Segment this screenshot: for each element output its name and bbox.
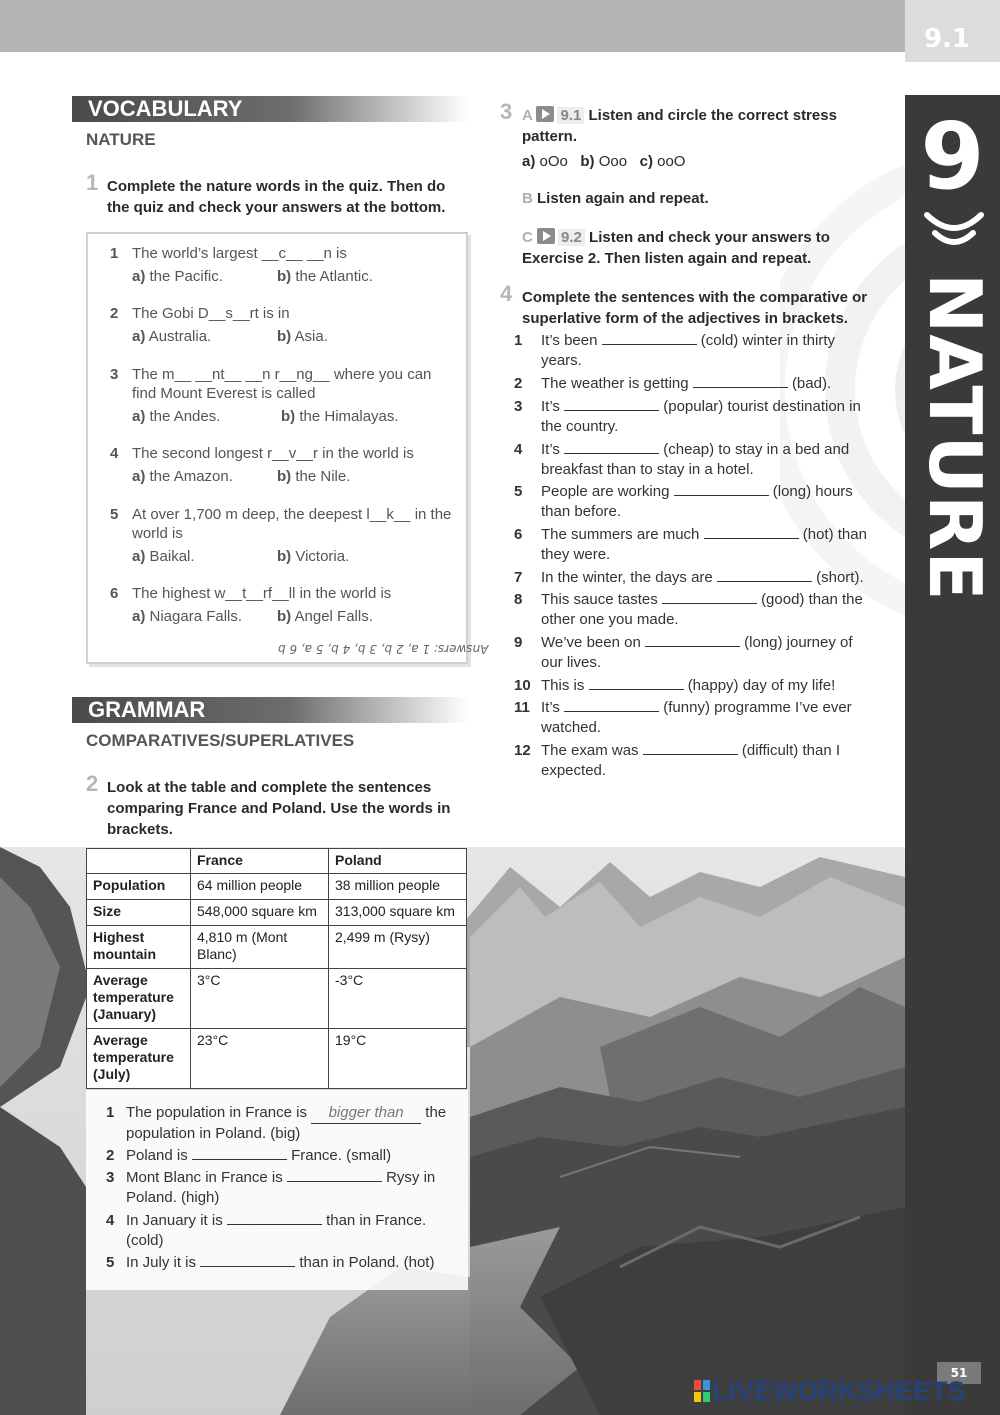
- audio-play-icon[interactable]: [537, 228, 555, 244]
- table-header-cell: [87, 849, 191, 874]
- answer-blank[interactable]: [227, 1211, 322, 1225]
- answer-blank[interactable]: [693, 374, 788, 388]
- audio-track-9-1[interactable]: 9.1: [557, 107, 584, 124]
- exercise-2-item: 4 In January it is than in France. (cold): [106, 1212, 427, 1249]
- table-row: Population 64 million people 38 million people: [87, 874, 467, 900]
- exercise-1-number: 1: [86, 170, 99, 195]
- quiz-question: 1 The world’s largest __c__ __n is a) the Pacific. b) the Atlantic.: [110, 245, 373, 285]
- table-header-cell: France: [191, 849, 329, 874]
- exercise-4-item: 9 We’ve been on (long) journey of our lives.: [514, 634, 853, 671]
- answer-blank[interactable]: [589, 676, 684, 690]
- answer-blank[interactable]: [200, 1253, 295, 1267]
- unit-number: 9.1: [923, 24, 970, 54]
- exercise-2-item: 3 Mont Blanc in France is Rysy in Poland. (high): [106, 1169, 436, 1206]
- quiz-option-b[interactable]: b) Victoria.: [277, 548, 350, 565]
- answer-blank[interactable]: [717, 568, 812, 582]
- quiz-answers-upside-down: Answers: 1 a, 2 b, 3 b, 4 b, 5 a, 6 b: [278, 642, 489, 656]
- quiz-question: 4 The second longest r__v__r in the world is a) the Amazon. b) the Nile.: [110, 445, 414, 485]
- answer-blank[interactable]: [645, 633, 740, 647]
- audio-play-icon[interactable]: [536, 106, 554, 122]
- quiz-question: 5 At over 1,700 m deep, the deepest l__k__ in the world is a) Baikal. b) Victoria.: [110, 506, 452, 565]
- stress-pattern-options: [522, 151, 782, 172]
- exercise-4-item: 8 This sauce tastes (good) than the other one you made.: [514, 591, 863, 628]
- exercise-3a: A 9.1 Listen and circle the correct stress pattern.: [522, 107, 837, 145]
- quiz-option-b[interactable]: b) Angel Falls.: [277, 608, 373, 625]
- exercise-4-item: 4 It’s (cheap) to stay in a bed and breakfast than to stay in a hotel.: [514, 441, 850, 478]
- quiz-question: 2 The Gobi D__s__rt is in a) Australia. b) Asia.: [110, 305, 328, 345]
- liveworksheets-logo[interactable]: [694, 1376, 966, 1407]
- answer-blank-filled[interactable]: bigger than: [311, 1103, 421, 1124]
- table-row: Highest mountain 4,810 m (Mont Blanc) 2,499 m (Rysy): [87, 926, 467, 969]
- table-header-cell: Poland: [329, 849, 467, 874]
- exercise-4-item: 10 This is (happy) day of my life!: [514, 677, 836, 694]
- exercise-2-item: 2 Poland is France. (small): [106, 1147, 392, 1164]
- answer-blank[interactable]: [564, 698, 659, 712]
- exercise-3-number: 3: [500, 99, 513, 124]
- quiz-question: 6 The highest w__t__rf__ll in the world is a) Niagara Falls. b) Angel Falls.: [110, 585, 392, 625]
- exercise-2-instruction: Look at the table and complete the sentences comparing France and Poland. Use the words in brackets.: [107, 779, 451, 838]
- exercise-4-item: 2 The weather is getting (bad).: [514, 375, 832, 392]
- liveworksheets-logo-icon: [694, 1380, 710, 1402]
- exercise-4-item: 5 People are working (long) hours than before.: [514, 483, 853, 520]
- liveworksheets-logo-text: LIVEWORKSHEETS: [712, 1376, 966, 1406]
- exercise-1-instruction: Complete the nature words in the quiz. Then do the quiz and check your answers at the bottom.: [107, 178, 446, 216]
- answer-blank[interactable]: [674, 482, 769, 496]
- france-poland-table: [86, 848, 467, 1089]
- answer-blank[interactable]: [564, 397, 659, 411]
- exercise-3c: C 9.2 Listen and check your answers to Exercise 2. Then listen again and repeat.: [522, 229, 830, 267]
- exercise-4-item: 11 It’s (funny) programme I’ve ever watched.: [514, 699, 852, 736]
- table-row: Average temperature (January) 3°C -3°C: [87, 969, 467, 1029]
- nature-quiz-box: [86, 232, 489, 664]
- quiz-option-a[interactable]: a) Australia.: [132, 328, 212, 345]
- unit-tab: [905, 0, 1000, 62]
- exercise-2-item: 1 The population in France is bigger than the population in Poland. (big): [106, 1104, 447, 1142]
- answer-blank[interactable]: [643, 741, 738, 755]
- stress-option-b[interactable]: b) Ooo: [580, 153, 628, 170]
- answer-blank[interactable]: [287, 1168, 382, 1182]
- grammar-heading: GRAMMAR: [72, 697, 468, 723]
- answer-blank[interactable]: [662, 590, 757, 604]
- answer-blank[interactable]: [192, 1146, 287, 1160]
- stress-option-a[interactable]: a) oOo: [522, 153, 568, 170]
- quiz-option-b[interactable]: b) the Himalayas.: [281, 408, 399, 425]
- sidebar-unit-number: 9: [920, 103, 985, 210]
- exercise-4-instruction: Complete the sentences with the comparative or superlative form of the adjectives in brackets.: [522, 289, 868, 327]
- answer-blank[interactable]: [564, 440, 659, 454]
- quiz-option-a[interactable]: a) Baikal.: [132, 548, 195, 565]
- page-number: 51: [937, 1362, 981, 1384]
- sound-wave-icon: [919, 207, 989, 257]
- vocabulary-heading: VOCABULARY: [72, 96, 468, 122]
- top-banner: [0, 0, 905, 52]
- audio-track-9-2[interactable]: 9.2: [558, 229, 585, 246]
- exercise-4-item: 1 It’s been (cold) winter in thirty years.: [514, 332, 835, 369]
- vocabulary-subheading: NATURE: [86, 130, 156, 149]
- quiz-option-a[interactable]: a) the Andes.: [132, 408, 221, 425]
- quiz-option-a[interactable]: a) the Pacific.: [132, 268, 223, 285]
- unit-sidebar: [905, 95, 1000, 1415]
- table-row: Size 548,000 square km 313,000 square km: [87, 900, 467, 926]
- answer-blank[interactable]: [602, 331, 697, 345]
- exercise-2-number: 2: [86, 771, 99, 796]
- exercise-3b: B Listen again and repeat.: [522, 190, 709, 207]
- exercise-2-item: 5 In July it is than in Poland. (hot): [106, 1254, 435, 1271]
- exercise-4-item: 12 The exam was (difficult) than I expected.: [514, 742, 840, 779]
- sidebar-unit-title: NATURE: [913, 273, 997, 602]
- exercise-4-item: 3 It’s (popular) tourist destination in the country.: [514, 398, 861, 435]
- exercise-2-sentences: [86, 1090, 468, 1290]
- quiz-question: 3 The m__ __nt__ __n r__ng__ where you can find Mount Everest is called a) the Andes. b) the Himalayas.: [110, 366, 432, 425]
- exercise-4-number: 4: [500, 281, 513, 306]
- table-row: Average temperature (July) 23°C 19°C: [87, 1029, 467, 1089]
- exercise-4-item: 6 The summers are much (hot) than they were.: [514, 526, 867, 563]
- quiz-option-b[interactable]: b) Asia.: [277, 328, 328, 345]
- quiz-option-a[interactable]: a) Niagara Falls.: [132, 608, 243, 625]
- exercise-4-item: 7 In the winter, the days are (short).: [514, 569, 864, 586]
- quiz-option-b[interactable]: b) the Atlantic.: [277, 268, 373, 285]
- answer-blank[interactable]: [704, 525, 799, 539]
- grammar-subheading: COMPARATIVES/SUPERLATIVES: [86, 731, 355, 750]
- quiz-option-b[interactable]: b) the Nile.: [277, 468, 351, 485]
- quiz-option-a[interactable]: a) the Amazon.: [132, 468, 233, 485]
- stress-option-c[interactable]: c) ooO: [639, 153, 686, 170]
